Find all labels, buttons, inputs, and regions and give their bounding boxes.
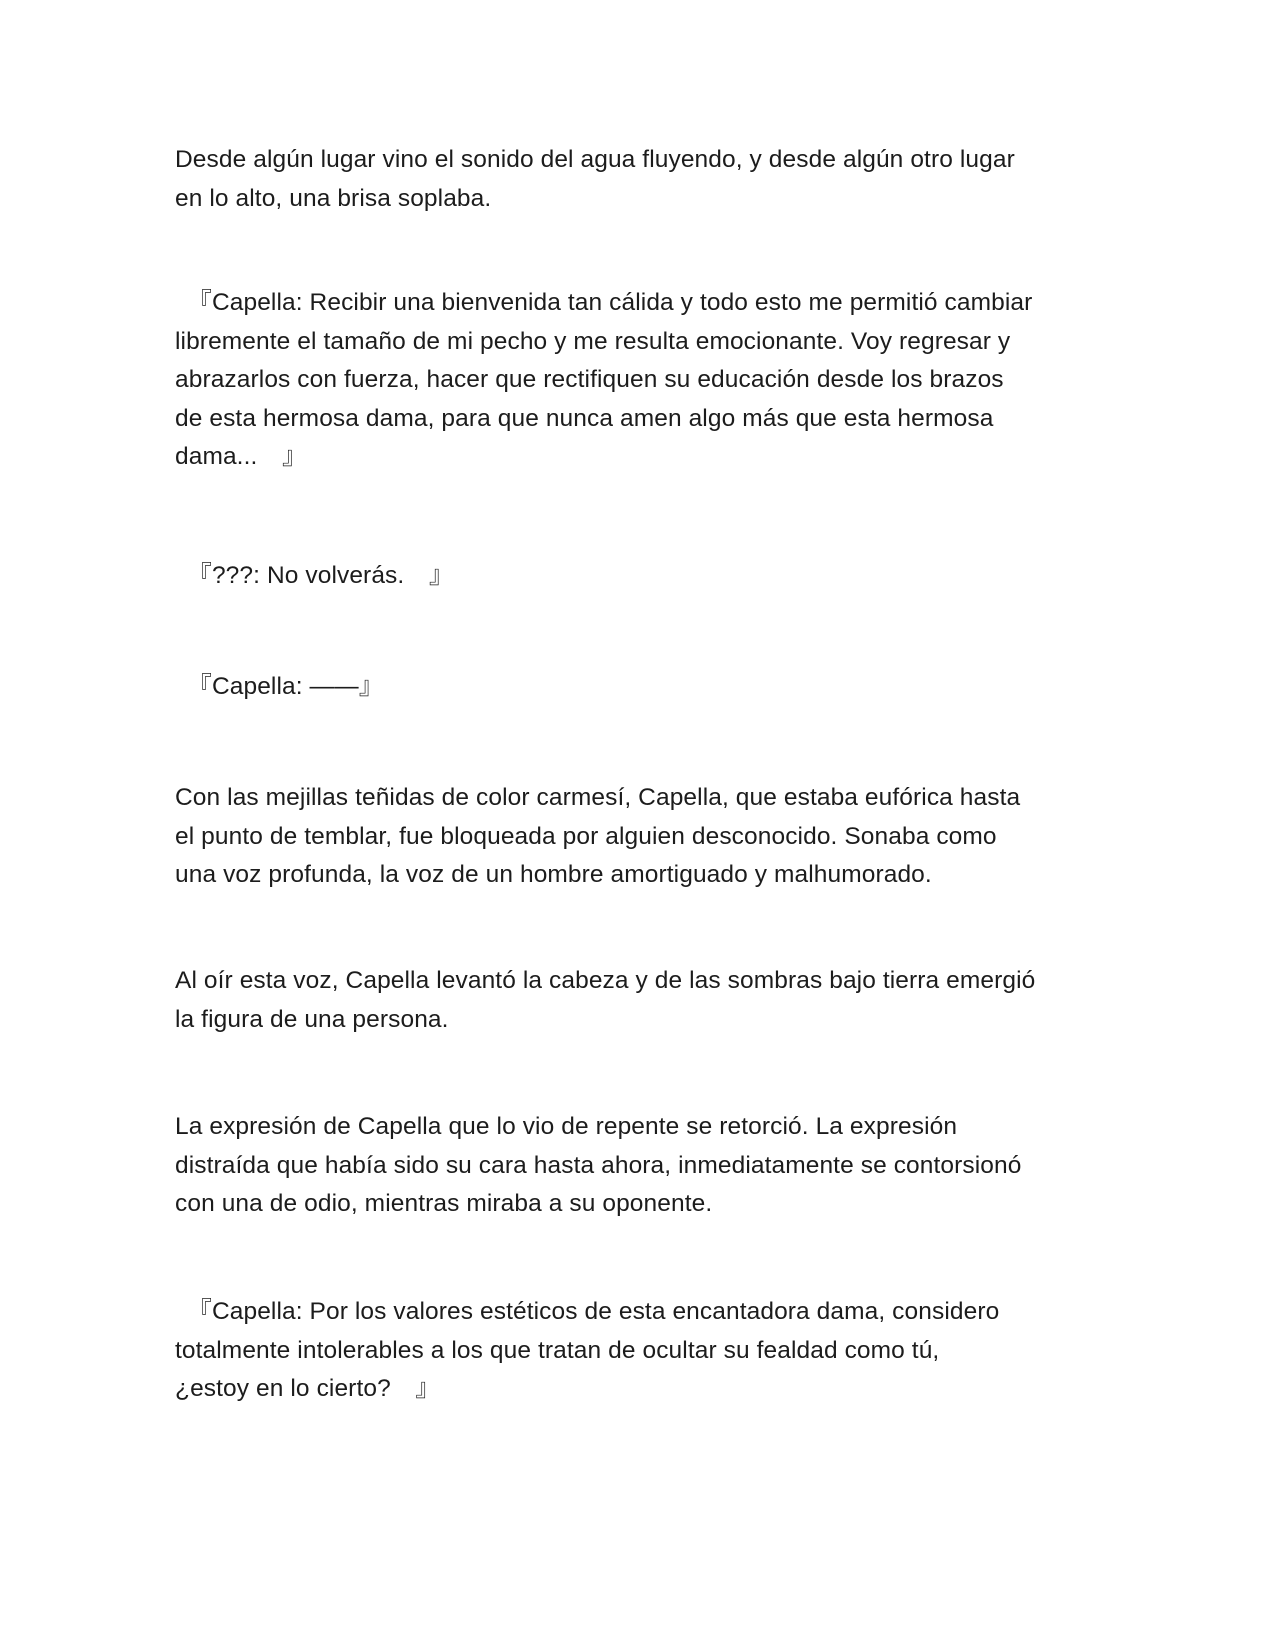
paragraph-5 — [175, 779, 1095, 895]
paragraph-line: Con las mejillas teñidas de color carmesí, Capella, que estaba eufórica hasta — [175, 784, 1021, 811]
paragraph-line: en lo alto, una brisa soplaba. — [175, 184, 492, 212]
paragraph-line: 『Capella: Recibir una bienvenida tan cálida y todo esto me permitió cambiar — [175, 289, 1033, 316]
paragraph-line: libremente el tamaño de mi pecho y me resulta emocionante. Voy regresar y — [175, 327, 1011, 355]
paragraph-line: abrazarlos con fuerza, hacer que rectifiquen su educación desde los brazos — [175, 366, 1004, 393]
paragraph-line: 『Capella: ——』 — [175, 673, 384, 700]
paragraph-2 — [175, 284, 1095, 477]
paragraph-line: distraída que había sido su cara hasta ahora, inmediatamente se contorsionó — [175, 1151, 1022, 1179]
paragraph-line: Al oír esta voz, Capella levantó la cabeza y de las sombras bajo tierra emergió — [175, 967, 1036, 994]
paragraph-7 — [175, 1108, 1095, 1224]
paragraph-line: La expresión de Capella que lo vio de repente se retorció. La expresión — [175, 1113, 958, 1140]
paragraph-line: ¿estoy en lo cierto? 』 — [175, 1375, 441, 1402]
paragraph-line: una voz profunda, la voz de un hombre amortiguado y malhumorado. — [175, 861, 932, 888]
paragraph-line: totalmente intolerables a los que tratan de ocultar su fealdad como tú, — [175, 1336, 940, 1364]
paragraph-line: 『Capella: Por los valores estéticos de esta encantadora dama, considero — [175, 1298, 1000, 1325]
paragraph-line: el punto de temblar, fue bloqueada por alguien desconocido. Sonaba como — [175, 822, 997, 850]
paragraph-line: con una de odio, mientras miraba a su oponente. — [175, 1190, 713, 1217]
paragraph-1 — [175, 141, 1095, 218]
paragraph-4 — [175, 668, 1095, 707]
paragraph-line: de esta hermosa dama, para que nunca amen algo más que esta hermosa — [175, 404, 994, 432]
paragraph-8 — [175, 1293, 1095, 1409]
paragraph-6 — [175, 962, 1095, 1039]
paragraph-line: Desde algún lugar vino el sonido del agua fluyendo, y desde algún otro lugar — [175, 146, 1015, 173]
paragraph-line: 『???: No volverás. 』 — [175, 562, 454, 589]
paragraph-3 — [175, 557, 1095, 596]
paragraph-line: dama... 』 — [175, 443, 307, 470]
paragraph-line: la figura de una persona. — [175, 1005, 449, 1033]
